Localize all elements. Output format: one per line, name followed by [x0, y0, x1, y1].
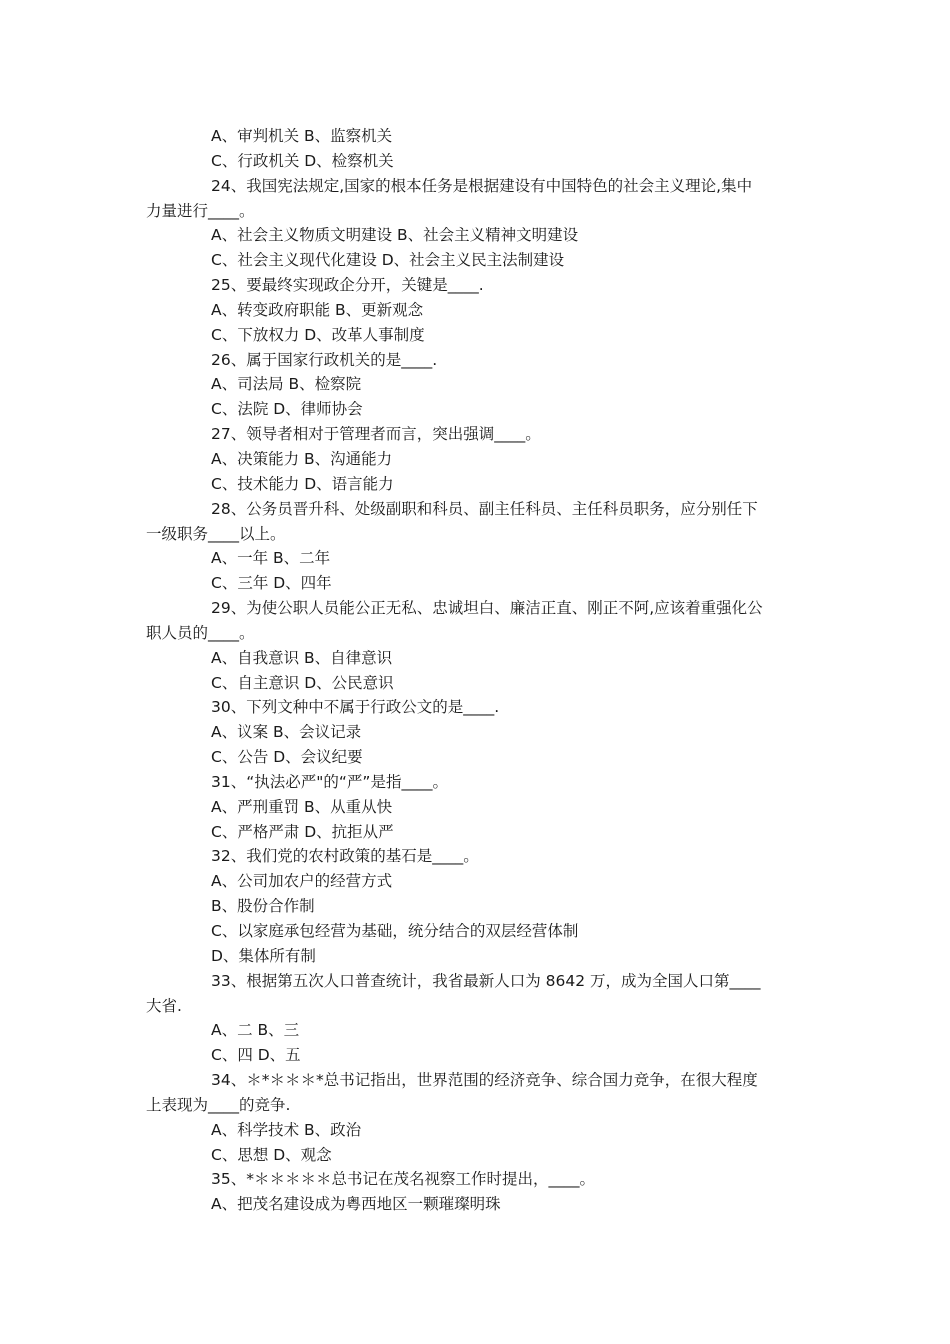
text-line: 24、我国宪法规定,国家的根本任务是根据建设有中国特色的社会主义理论,集中 — [211, 176, 753, 195]
text-line: 28、公务员晋升科、处级副职和科员、副主任科员、主任科员职务，应分别任下 — [211, 499, 758, 518]
text-line: A、司法局 B、检察院 — [211, 375, 362, 394]
text-line: 32、我们党的农村政策的基石是____。 — [211, 847, 479, 866]
text-line-continuation: 一级职务____以上。 — [146, 524, 286, 543]
text-line: 33、根据第五次人口普查统计，我省最新人口为 8642 万，成为全国人口第____ — [211, 971, 761, 990]
text-line: A、审判机关 B、监察机关 — [211, 127, 393, 145]
text-line: B、股份合作制 — [211, 897, 315, 916]
text-line: 34、＊*＊＊＊*总书记指出，世界范围的经济竞争、综合国力竞争，在很大程度 — [211, 1071, 758, 1090]
text-line: A、公司加农户的经营方式 — [211, 872, 393, 891]
text-line-continuation: 上表现为____的竞争. — [146, 1095, 291, 1114]
text-line: C、三年 D、四年 — [211, 574, 332, 593]
text-line: C、法院 D、律师协会 — [211, 400, 363, 419]
text-line: C、自主意识 D、公民意识 — [211, 673, 394, 692]
text-line: D、集体所有制 — [211, 946, 316, 965]
document-body — [0, 124, 950, 1217]
text-line: 25、要最终实现政企分开，关键是____. — [211, 276, 484, 295]
text-line: 35、*＊＊＊＊＊总书记在茂名视察工作时提出，____。 — [211, 1170, 595, 1189]
text-line: A、议案 B、会议记录 — [211, 723, 362, 742]
text-line: C、技术能力 D、语言能力 — [211, 474, 394, 493]
text-line: C、下放权力 D、改革人事制度 — [211, 325, 425, 344]
text-line: A、一年 B、二年 — [211, 549, 331, 568]
text-line: A、自我意识 B、自律意识 — [211, 648, 393, 667]
text-line: A、把茂名建设成为粤西地区一颗璀璨明珠 — [211, 1195, 501, 1214]
text-line: C、社会主义现代化建设 D、社会主义民主法制建设 — [211, 251, 565, 270]
text-line: A、严刑重罚 B、从重从快 — [211, 797, 393, 816]
text-line: 26、属于国家行政机关的是____. — [211, 350, 438, 369]
text-line-continuation: 职人员的____。 — [146, 623, 255, 642]
text-line: A、转变政府职能 B、更新观念 — [211, 300, 424, 319]
text-line: C、公告 D、会议纪要 — [211, 748, 363, 767]
text-line: A、决策能力 B、沟通能力 — [211, 449, 393, 468]
text-line: A、科学技术 B、政治 — [211, 1120, 362, 1139]
text-line-continuation: 力量进行____。 — [146, 201, 255, 220]
text-line: C、四 D、五 — [211, 1046, 301, 1065]
text-line: C、思想 D、观念 — [211, 1145, 332, 1164]
text-line: A、二 B、三 — [211, 1021, 300, 1040]
text-line: 31、“执法必严"的“严”是指____。 — [211, 772, 448, 791]
text-line: 27、领导者相对于管理者而言，突出强调____。 — [211, 425, 541, 444]
text-line-continuation: 大省. — [146, 996, 182, 1015]
text-line: C、严格严肃 D、抗拒从严 — [211, 822, 394, 841]
text-line: 30、下列文种中不属于行政公文的是____. — [211, 698, 500, 717]
text-line: 29、为使公职人员能公正无私、忠诚坦白、廉洁正直、刚正不阿,应该着重强化公 — [211, 599, 763, 618]
text-line: A、社会主义物质文明建设 B、社会主义精神文明建设 — [211, 226, 579, 245]
text-line: C、以家庭承包经营为基础，统分结合的双层经营体制 — [211, 922, 579, 940]
text-line: C、行政机关 D、检察机关 — [211, 151, 394, 170]
